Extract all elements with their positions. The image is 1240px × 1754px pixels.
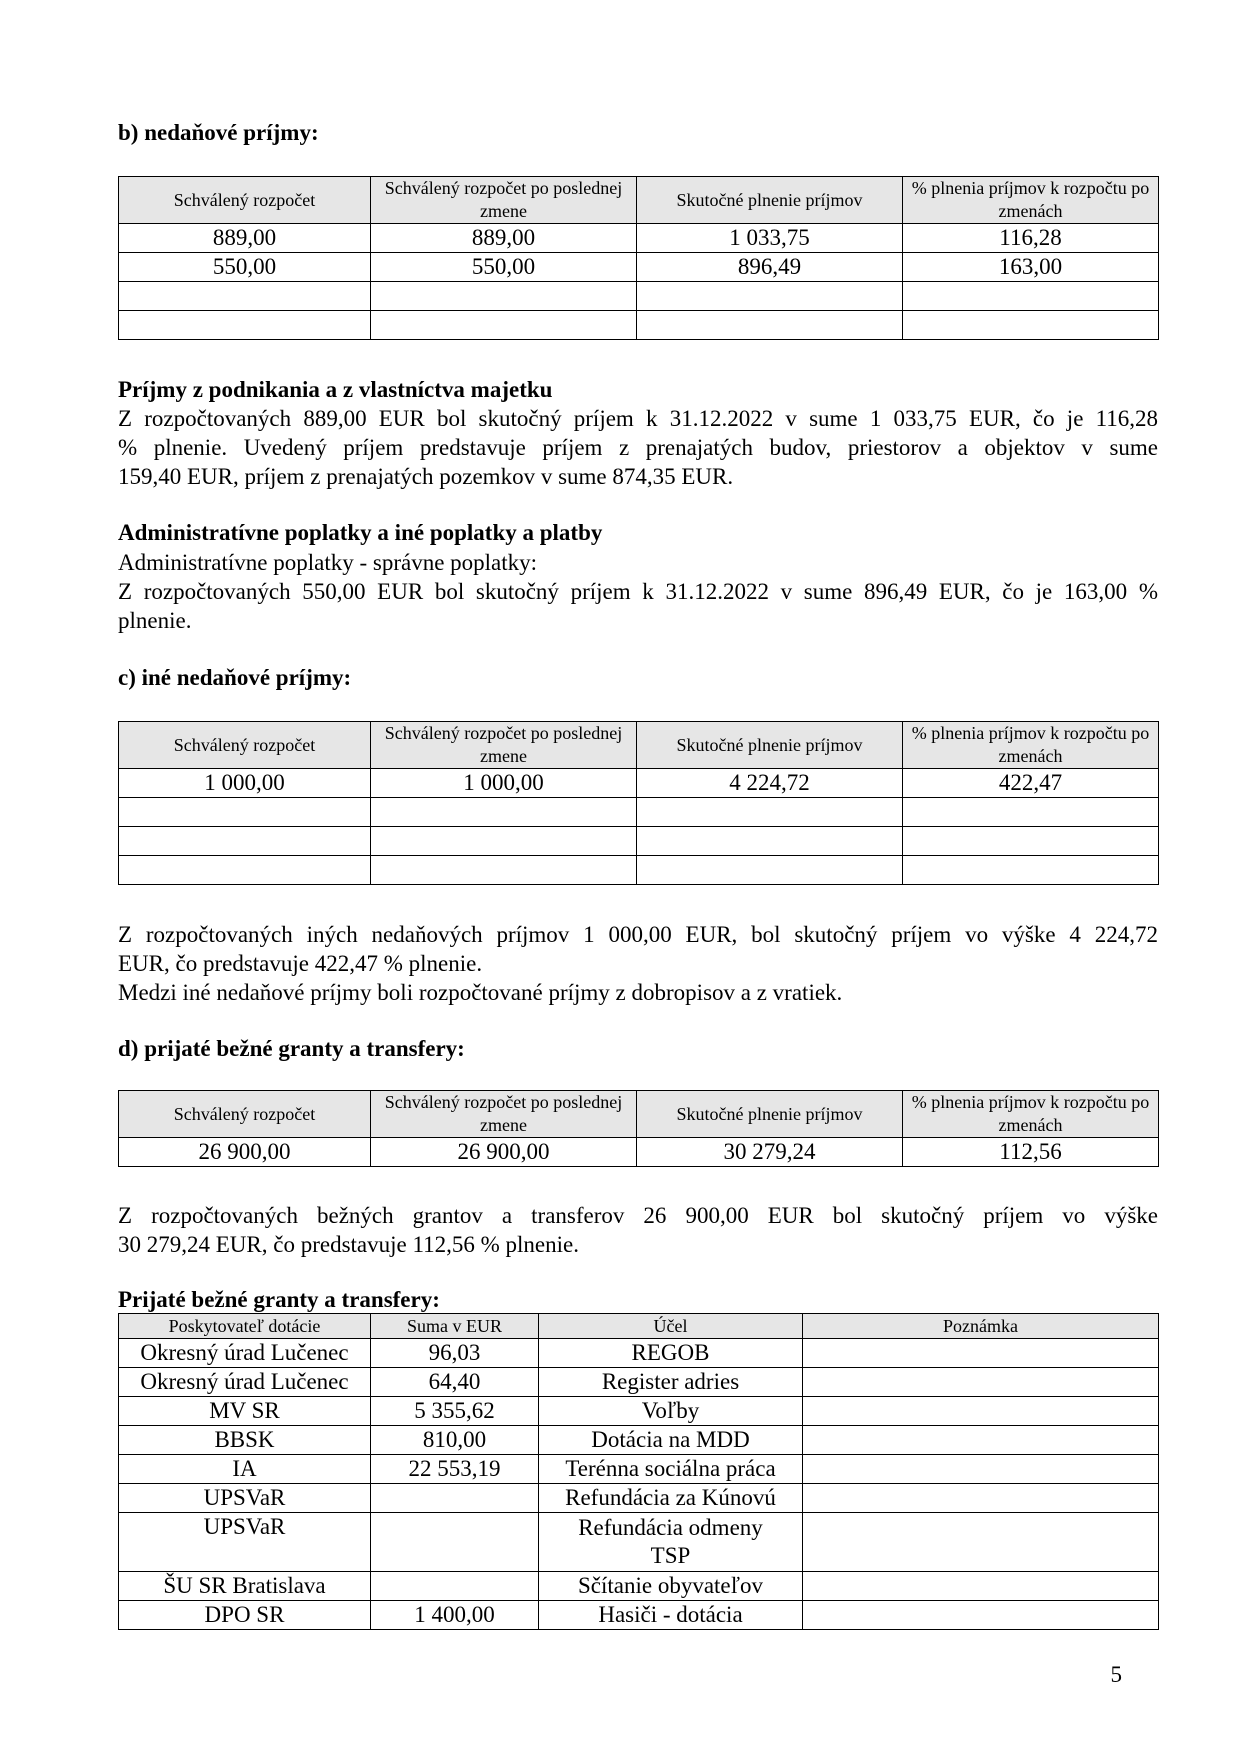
table-row bbox=[119, 253, 1159, 282]
grants-table bbox=[118, 1313, 1159, 1630]
table-cell: UPSVaR bbox=[119, 1513, 371, 1572]
table-cell: 889,00 bbox=[119, 224, 371, 253]
table-cell: 30 279,24 bbox=[637, 1138, 903, 1167]
table-cell: 5 355,62 bbox=[371, 1397, 539, 1426]
table-cell bbox=[803, 1455, 1159, 1484]
paragraph-line: 159,40 EUR, príjem z prenajatých pozemkov v sume 874,35 EUR. bbox=[118, 464, 734, 489]
table-cell: IA bbox=[119, 1455, 371, 1484]
table-cell: Hasiči - dotácia bbox=[539, 1601, 803, 1630]
section-c-table bbox=[118, 721, 1159, 885]
table-cell: ŠU SR Bratislava bbox=[119, 1572, 371, 1601]
table-cell bbox=[903, 282, 1159, 311]
table-row bbox=[119, 1138, 1159, 1167]
table-cell: UPSVaR bbox=[119, 1484, 371, 1513]
table-cell: 4 224,72 bbox=[637, 769, 903, 798]
paragraph-line: Z rozpočtovaných 550,00 EUR bol skutočný príjem k 31.12.2022 v sume 896,49 EUR, čo je 163,00 % bbox=[118, 579, 1158, 604]
table-cell: Refundácia odmeny TSP bbox=[539, 1513, 803, 1572]
col-header: Schválený rozpočet po poslednej zmene bbox=[371, 722, 637, 769]
table-cell: 896,49 bbox=[637, 253, 903, 282]
table-row bbox=[119, 1572, 1159, 1601]
table-cell: Dotácia na MDD bbox=[539, 1426, 803, 1455]
table-cell bbox=[803, 1368, 1159, 1397]
table-row bbox=[119, 769, 1159, 798]
table-cell bbox=[637, 856, 903, 885]
paragraph-line: % plnenie. Uvedený príjem predstavuje príjem z prenajatých budov, priestorov a objektov v sume bbox=[118, 435, 1158, 460]
table-cell: 1 400,00 bbox=[371, 1601, 539, 1630]
table-cell bbox=[903, 311, 1159, 340]
table-row bbox=[119, 827, 1159, 856]
table-cell: Okresný úrad Lučenec bbox=[119, 1339, 371, 1368]
table-cell bbox=[371, 798, 637, 827]
table-cell bbox=[803, 1426, 1159, 1455]
table-cell: 550,00 bbox=[371, 253, 637, 282]
podnikanie-heading: Príjmy z podnikania a z vlastníctva majetku bbox=[118, 377, 553, 402]
table-cell bbox=[637, 798, 903, 827]
table-row bbox=[119, 856, 1159, 885]
table-cell bbox=[371, 1484, 539, 1513]
table-cell: 26 900,00 bbox=[371, 1138, 637, 1167]
section-c-heading: c) iné nedaňové príjmy: bbox=[118, 665, 352, 690]
table-row bbox=[119, 798, 1159, 827]
section-d-table bbox=[118, 1090, 1159, 1167]
col-header: Účel bbox=[539, 1314, 803, 1339]
admin-paragraph bbox=[118, 548, 1158, 635]
table-cell: Voľby bbox=[539, 1397, 803, 1426]
table-cell: 1 000,00 bbox=[119, 769, 371, 798]
paragraph-line: Z rozpočtovaných bežných grantov a transferov 26 900,00 EUR bol skutočný príjem vo výške bbox=[118, 1203, 1158, 1228]
table-cell bbox=[371, 856, 637, 885]
table-cell bbox=[371, 282, 637, 311]
col-header: % plnenia príjmov k rozpočtu po zmenách bbox=[903, 1091, 1159, 1138]
section-c-paragraph bbox=[118, 920, 1158, 1007]
table-cell: 422,47 bbox=[903, 769, 1159, 798]
section-d-heading: d) prijaté bežné granty a transfery: bbox=[118, 1036, 465, 1061]
col-header: Poznámka bbox=[803, 1314, 1159, 1339]
col-header: Schválený rozpočet po poslednej zmene bbox=[371, 1091, 637, 1138]
col-header: Skutočné plnenie príjmov bbox=[637, 722, 903, 769]
table-cell: 163,00 bbox=[903, 253, 1159, 282]
table-cell: 1 000,00 bbox=[371, 769, 637, 798]
table-row bbox=[119, 311, 1159, 340]
table-cell bbox=[803, 1572, 1159, 1601]
table-cell bbox=[903, 827, 1159, 856]
table-cell: 64,40 bbox=[371, 1368, 539, 1397]
col-header: Schválený rozpočet po poslednej zmene bbox=[371, 177, 637, 224]
table-cell bbox=[119, 798, 371, 827]
paragraph-line: Medzi iné nedaňové príjmy boli rozpočtované príjmy z dobropisov a z vratiek. bbox=[118, 980, 843, 1005]
table-cell: REGOB bbox=[539, 1339, 803, 1368]
table-cell: Terénna sociálna práca bbox=[539, 1455, 803, 1484]
paragraph-line: 30 279,24 EUR, čo predstavuje 112,56 % plnenie. bbox=[118, 1232, 579, 1257]
table-cell: Register adries bbox=[539, 1368, 803, 1397]
table-cell bbox=[637, 311, 903, 340]
table-cell bbox=[803, 1601, 1159, 1630]
section-d-paragraph bbox=[118, 1201, 1158, 1259]
table-cell bbox=[803, 1397, 1159, 1426]
table-row bbox=[119, 1455, 1159, 1484]
col-header: Schválený rozpočet bbox=[119, 177, 371, 224]
table-cell: 22 553,19 bbox=[371, 1455, 539, 1484]
paragraph-line: Z rozpočtovaných 889,00 EUR bol skutočný príjem k 31.12.2022 v sume 1 033,75 EUR, čo je 116,28 bbox=[118, 406, 1158, 431]
table-cell: 112,56 bbox=[903, 1138, 1159, 1167]
col-header: % plnenia príjmov k rozpočtu po zmenách bbox=[903, 177, 1159, 224]
col-header: Suma v EUR bbox=[371, 1314, 539, 1339]
table-cell: MV SR bbox=[119, 1397, 371, 1426]
col-header: Skutočné plnenie príjmov bbox=[637, 1091, 903, 1138]
table-cell: BBSK bbox=[119, 1426, 371, 1455]
col-header: Skutočné plnenie príjmov bbox=[637, 177, 903, 224]
paragraph-line: Administratívne poplatky - správne poplatky: bbox=[118, 550, 538, 575]
col-header: Poskytovateľ dotácie bbox=[119, 1314, 371, 1339]
table-cell bbox=[903, 856, 1159, 885]
table-cell bbox=[371, 1572, 539, 1601]
page-number: 5 bbox=[1110, 1662, 1122, 1687]
table-row bbox=[119, 1397, 1159, 1426]
section-b-table bbox=[118, 176, 1159, 340]
table-cell bbox=[803, 1513, 1159, 1572]
table-cell bbox=[803, 1484, 1159, 1513]
table-row bbox=[119, 1426, 1159, 1455]
col-header: Schválený rozpočet bbox=[119, 722, 371, 769]
table-cell: 116,28 bbox=[903, 224, 1159, 253]
table-cell bbox=[903, 798, 1159, 827]
admin-heading: Administratívne poplatky a iné poplatky a platby bbox=[118, 520, 603, 545]
table-cell: 810,00 bbox=[371, 1426, 539, 1455]
paragraph-line: Z rozpočtovaných iných nedaňových príjmov 1 000,00 EUR, bol skutočný príjem vo výške 4 224,72 bbox=[118, 922, 1158, 947]
table-cell bbox=[637, 827, 903, 856]
table-row bbox=[119, 1601, 1159, 1630]
table-row bbox=[119, 1484, 1159, 1513]
table-cell bbox=[119, 856, 371, 885]
table-cell bbox=[371, 311, 637, 340]
col-header: Schválený rozpočet bbox=[119, 1091, 371, 1138]
table-cell bbox=[371, 1513, 539, 1572]
table-cell: 26 900,00 bbox=[119, 1138, 371, 1167]
table-cell: 1 033,75 bbox=[637, 224, 903, 253]
table-cell bbox=[371, 827, 637, 856]
table-row bbox=[119, 224, 1159, 253]
table-row bbox=[119, 1513, 1159, 1572]
table-row bbox=[119, 282, 1159, 311]
table-cell bbox=[803, 1339, 1159, 1368]
paragraph-line: plnenie. bbox=[118, 608, 192, 633]
grants-heading: Prijaté bežné granty a transfery: bbox=[118, 1287, 440, 1312]
table-cell: 96,03 bbox=[371, 1339, 539, 1368]
table-cell: Refundácia za Kúnovú bbox=[539, 1484, 803, 1513]
table-cell: 889,00 bbox=[371, 224, 637, 253]
section-b-heading: b) nedaňové príjmy: bbox=[118, 120, 319, 145]
table-cell: Sčítanie obyvateľov bbox=[539, 1572, 803, 1601]
table-cell bbox=[119, 827, 371, 856]
col-header: % plnenia príjmov k rozpočtu po zmenách bbox=[903, 722, 1159, 769]
podnikanie-paragraph bbox=[118, 404, 1158, 491]
table-cell: 550,00 bbox=[119, 253, 371, 282]
table-cell bbox=[637, 282, 903, 311]
table-row bbox=[119, 1368, 1159, 1397]
table-cell: Okresný úrad Lučenec bbox=[119, 1368, 371, 1397]
table-cell bbox=[119, 311, 371, 340]
table-cell: DPO SR bbox=[119, 1601, 371, 1630]
table-row bbox=[119, 1339, 1159, 1368]
paragraph-line: EUR, čo predstavuje 422,47 % plnenie. bbox=[118, 951, 483, 976]
table-cell bbox=[119, 282, 371, 311]
